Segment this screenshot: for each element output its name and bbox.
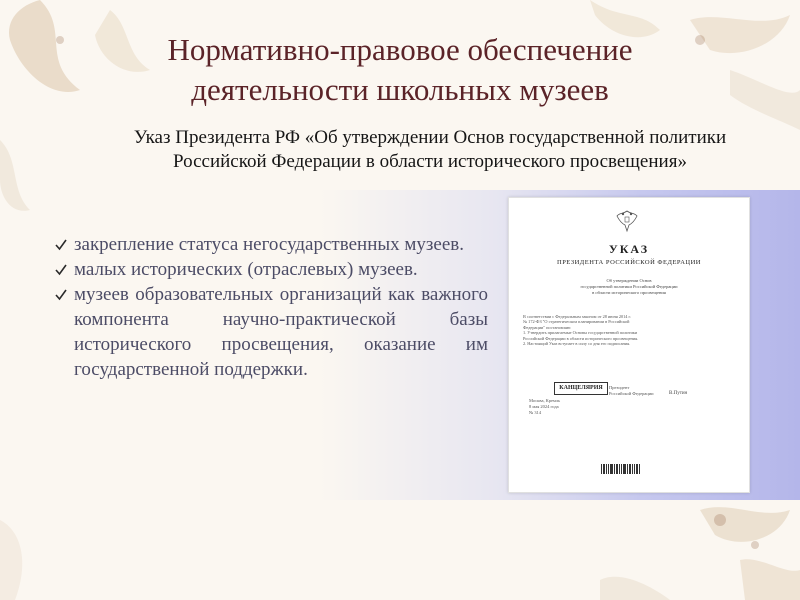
decree-place-line: Москва, Кремль: [529, 398, 561, 403]
decree-place-date: [529, 398, 560, 416]
decree-signatory-name: В.Путин: [669, 391, 688, 396]
decree-body-line: 2. Настоящий Указ вступает в силу со дня его подписания.: [523, 341, 631, 347]
list-item: [54, 257, 488, 282]
decree-reference-line-2: Российской Федерации в области исторического просвещения»: [173, 151, 687, 172]
page-title-line-1: Нормативно-правовое обеспечение: [167, 32, 633, 67]
decree-signatory-line: Президент: [609, 385, 630, 390]
decree-document-image: [508, 197, 750, 493]
checkmark-icon: [54, 263, 68, 277]
decree-heading-line: в области исторического просвещения: [592, 290, 666, 295]
coat-of-arms-icon: [614, 208, 640, 234]
decree-body-line: Российской Федерации в области исторического просвещения.: [523, 335, 639, 341]
decree-place-line: № 314: [529, 410, 542, 415]
decree-signatory-line: Российской Федерации: [609, 391, 654, 396]
decree-heading: [549, 278, 709, 296]
decree-heading-line: государственной политики Российской Федерации: [580, 284, 678, 289]
decree-subtitle: ПРЕЗИДЕНТА РОССИЙСКОЙ ФЕДЕРАЦИИ: [557, 259, 701, 266]
decree-body-line: В соответствии с Федеральным законом от 28 июня 2014 г.: [523, 314, 631, 319]
list-item: [54, 232, 488, 257]
checkmark-icon: [54, 238, 68, 252]
page-title: [100, 30, 700, 110]
decree-place-line: 8 мая 2024 года: [529, 404, 559, 409]
checkmark-icon: [54, 288, 68, 302]
decree-body-line: 1. Утвердить прилагаемые Основы государственной политики: [523, 330, 638, 336]
decree-heading-line: Об утверждении Основ: [606, 278, 652, 283]
bullet-list: [54, 232, 488, 382]
decree-body-line: № 172-ФЗ "О стратегическом планировании в Российской: [523, 319, 630, 325]
decree-body: [523, 314, 735, 346]
barcode-icon: [601, 464, 641, 474]
decree-signatory-title: [609, 385, 654, 397]
list-item-text: малых исторических (отраслевых) музеев.: [74, 259, 418, 280]
list-item-text: закрепление статуса негосударственных музеев.: [74, 234, 464, 255]
decree-body-line: Федерации" постановляю:: [523, 324, 572, 330]
list-item: [54, 282, 488, 382]
page-title-line-2: деятельности школьных музеев: [191, 72, 609, 107]
list-item-text: музеев образовательных организаций как важного компонента научно-практической базы исторического просвещения, оказание им государственной поддержки.: [74, 284, 488, 380]
decree-reference-line-1: Указ Президента РФ «Об утверждении Основ государственной политики: [133, 127, 727, 148]
decree-title: УКАЗ: [608, 242, 650, 256]
decree-reference: [110, 126, 750, 174]
decree-stamp: КАНЦЕЛЯРИЯ: [554, 382, 608, 395]
